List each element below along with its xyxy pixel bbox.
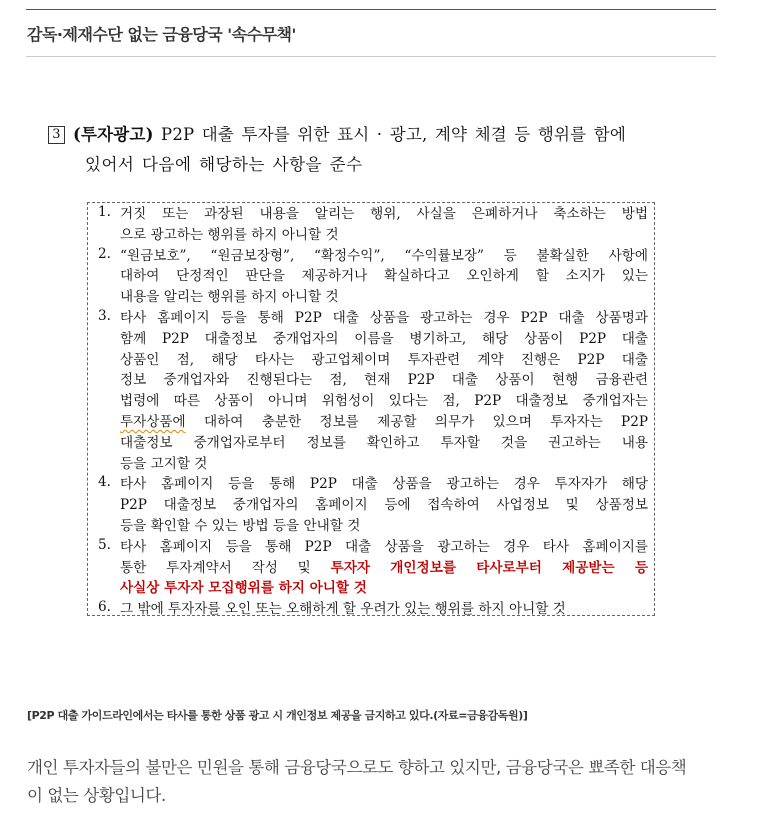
rule-number: 1. (98, 204, 111, 220)
rule-line: P2P 대출정보 중개업자의 홈페이지 등에 접속하여 사업정보 및 상품정보 (120, 497, 648, 514)
rule-line: 타사 홈페이지 등을 통해 P2P 대출 상품을 광고하는 경우 타사 홈페이지를 (120, 538, 648, 555)
rule-item-2 (98, 246, 648, 308)
rule-number: 4. (98, 474, 111, 491)
figure-caption: [P2P 대출 가이드라인에서는 타사를 통한 상품 광고 시 개인정보 제공을 금지하고 있다.(자료=금융감독원)] (27, 709, 528, 722)
heading-line2: 있어서 다음에 해당하는 사항을 준수 (85, 155, 363, 174)
rule-text-highlight: 사실상 투자자 모집행위를 하지 아니할 것 (120, 580, 367, 597)
rule-line: 거짓 또는 과장된 내용을 알리는 행위, 사실을 은폐하거나 축소하는 방법 (120, 206, 648, 222)
guideline-figure (48, 120, 698, 620)
rule-text-plain: 통한 투자계약서 작성 및 (120, 559, 311, 576)
paragraph-line: 개인 투자자들의 불만은 민원을 통해 금융당국으로도 향하고 있지만, 금융당국은 뾰족한 대응책 (27, 758, 687, 777)
rule-line: 그 밖에 투자자를 오인 또는 오해하게 할 우려가 있는 행위를 하지 아니할 것 (120, 601, 566, 618)
rule-line: 함께 P2P 대출정보 중개업자의 이름을 병기하고, 해당 상품이 P2P 대출 (120, 330, 648, 347)
article-paragraph (27, 754, 727, 810)
rule-line: 정보 중개업자와 진행된다는 점, 현재 P2P 대출 상품이 현행 금융관련 (120, 372, 648, 389)
rule-item-3 (98, 308, 648, 474)
title-divider (26, 56, 716, 57)
section-number-box: 3 (48, 126, 65, 144)
paragraph-line: 이 없는 상황입니다. (27, 786, 166, 805)
rule-line: 으로 광고하는 행위를 하지 아니할 것 (120, 226, 339, 243)
rule-line: 대하여 단정적인 판단을 제공하거나 확실하다고 오인하게 할 소지가 있는 (120, 268, 648, 285)
rule-line-text: 투자상품에 대하여 충분한 정보를 제공할 의무가 있으며 투자자는 P2P (120, 413, 648, 430)
section-title: 감독·제재수단 없는 금융당국 '속수무책' (27, 25, 296, 44)
rule-item-5 (98, 537, 648, 599)
heading-line1: P2P 대출 투자를 위한 표시 · 광고, 계약 체결 등 행위를 함에 (161, 125, 627, 144)
rule-number: 2. (98, 245, 111, 262)
rule-line: 법령에 따른 상품이 아니며 위험성이 있다는 점, P2P 대출정보 중개업자는 (120, 393, 648, 410)
rule-line: 등을 확인할 수 있는 방법 등을 안내할 것 (120, 517, 361, 534)
rules-box (87, 202, 655, 616)
rule-line: 내용을 알리는 행위를 하지 아니할 것 (120, 289, 339, 306)
rule-line: 등을 고지할 것 (120, 455, 208, 472)
rule-line (98, 558, 648, 579)
rule-line (98, 578, 648, 599)
rule-text-highlight: 투자자 개인정보를 타사로부터 제공받는 등 (330, 559, 648, 576)
rule-item-4 (98, 474, 648, 536)
rule-line: 대출정보 중개업자로부터 정보를 확인하고 투자할 것을 권고하는 내용 (120, 434, 648, 451)
top-divider (26, 9, 716, 10)
rule-item-6 (98, 599, 648, 620)
heading-keyword: (투자광고) (73, 125, 154, 144)
rule-item-1 (98, 204, 648, 246)
rule-line: 상품인 점, 해당 타사는 광고업체이며 투자관련 계약 진행은 P2P 대출 (120, 351, 648, 368)
rule-line: 타사 홈페이지 등을 통해 P2P 대출 상품을 광고하는 경우 P2P 대출 상품명과 (120, 310, 648, 326)
rule-line: “원금보호”, “원금보장형”, “확정수익”, “수익률보장” 등 불확실한 사항에 (120, 247, 648, 264)
rule-line (98, 412, 648, 433)
spellcheck-underline: 투자상품에 (120, 413, 186, 430)
rule-number: 3. (98, 308, 111, 324)
figure-heading (48, 120, 696, 180)
rule-line: 타사 홈페이지 등을 통해 P2P 대출 상품을 광고하는 경우 투자자가 해당 (120, 476, 648, 493)
rule-number: 6. (98, 599, 111, 616)
rule-number: 5. (98, 536, 111, 553)
